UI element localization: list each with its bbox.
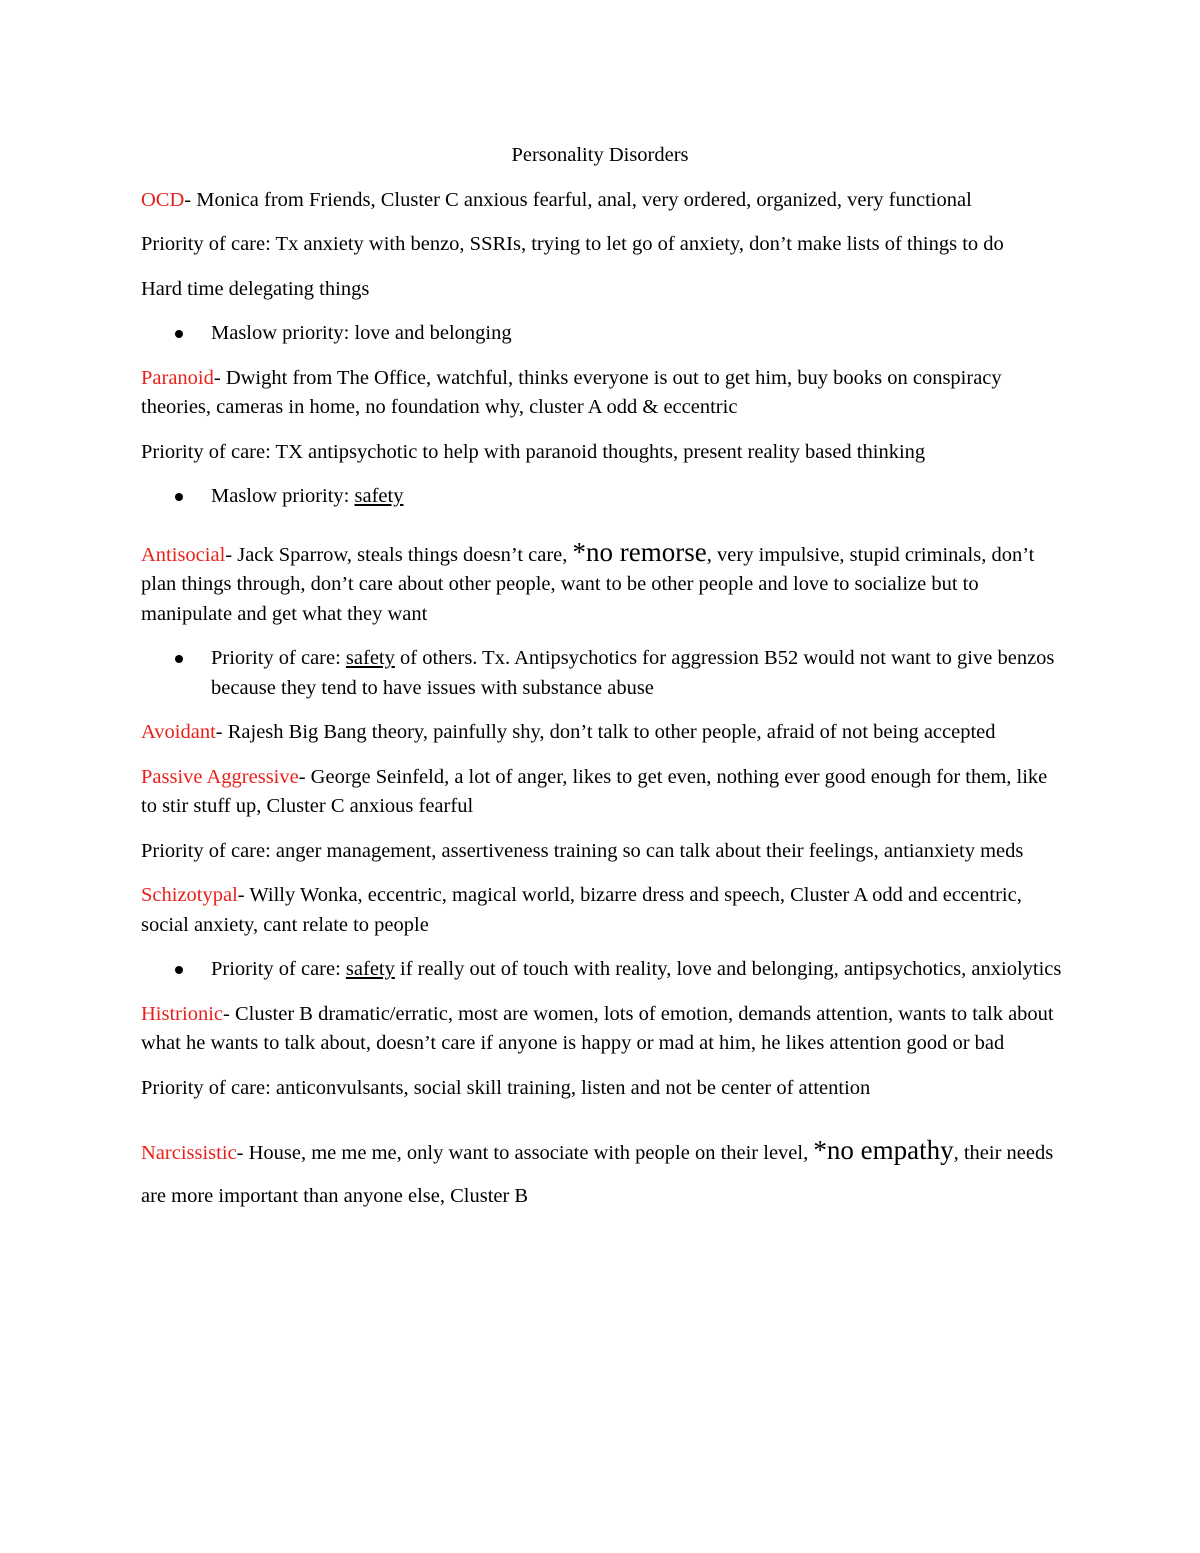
antisocial-emphasis: *no remorse	[572, 536, 707, 567]
schizotypal-paragraph	[141, 881, 1066, 940]
schizotypal-bullet-prefix: Priority of care:	[211, 958, 346, 980]
avoidant-paragraph	[141, 718, 1066, 748]
ocd-paragraph	[141, 186, 1066, 216]
antisocial-description-start: - Jack Sparrow, steals things doesn’t care,	[225, 543, 573, 566]
passive-aggressive-paragraph	[141, 763, 1066, 822]
paranoid-term: Paranoid	[141, 366, 214, 389]
paranoid-priority: Priority of care: TX antipsychotic to help with paranoid thoughts, present reality based thinking	[141, 440, 926, 463]
narcissistic-paragraph	[141, 1129, 1066, 1218]
histrionic-paragraph	[141, 1000, 1066, 1059]
histrionic-description: - Cluster B dramatic/erratic, most are women, lots of emotion, demands attention, wants to talk about what he wants to talk about, doesn’t care if anyone is happy or mad at him, he likes attention good or bad	[141, 1002, 1054, 1054]
narcissistic-emphasis: *no empathy	[813, 1135, 954, 1165]
antisocial-term: Antisocial	[141, 543, 226, 566]
antisocial-bullet-rest: of others. Tx. Antipsychotics for aggression B52 would not want to give benzos because they tend to have issues with substance abuse	[211, 647, 1055, 699]
page-title: Personality Disorders	[511, 144, 689, 166]
narcissistic-description-start: - House, me me me, only want to associate with people on their level,	[236, 1142, 814, 1164]
document-body	[141, 141, 1066, 1233]
ocd-description: - Monica from Friends, Cluster C anxious fearful, anal, very ordered, organized, very functional	[184, 188, 972, 211]
passive-aggressive-term: Passive Aggressive	[141, 765, 299, 788]
antisocial-priority-bullet	[211, 644, 1066, 703]
antisocial-bullet-underlined: safety	[345, 647, 395, 669]
schizotypal-bullet-rest: if really out of touch with reality, love and belonging, antipsychotics, anxiolytics	[394, 958, 1062, 980]
schizotypal-bullet-list	[141, 955, 1066, 985]
schizotypal-term: Schizotypal	[141, 884, 238, 906]
ocd-maslow-bullet: Maslow priority: love and belonging	[211, 319, 1066, 349]
paranoid-bullet-prefix: Maslow priority:	[211, 485, 355, 507]
narcissistic-description-end: , their needs are more important than anyone else, Cluster B	[141, 1142, 1054, 1207]
antisocial-paragraph	[141, 538, 1066, 630]
passive-aggressive-priority: Priority of care: anger management, assertiveness training so can talk about their feelings, antianxiety meds	[141, 839, 1024, 862]
histrionic-priority: Priority of care: anticonvulsants, social skill training, listen and not be center of attention	[141, 1076, 871, 1099]
antisocial-bullet-list	[141, 644, 1066, 703]
ocd-bullet-list	[141, 319, 1066, 349]
paranoid-maslow-bullet	[211, 482, 1066, 512]
ocd-note: Hard time delegating things	[141, 277, 370, 300]
ocd-priority: Priority of care: Tx anxiety with benzo, SSRIs, trying to let go of anxiety, don’t make lists of things to do	[141, 233, 1004, 255]
paranoid-description: - Dwight from The Office, watchful, thinks everyone is out to get him, buy books on conspiracy theories, cameras in home, no foundation why, cluster A odd & eccentric	[141, 366, 1002, 418]
avoidant-description: - Rajesh Big Bang theory, painfully shy, don’t talk to other people, afraid of not being accepted	[215, 721, 996, 743]
passive-aggressive-description: - George Seinfeld, a lot of anger, likes to get even, nothing ever good enough for them, like to stir stuff up, Cluster C anxious fearful	[141, 765, 1048, 817]
schizotypal-description: - Willy Wonka, eccentric, magical world, bizarre dress and speech, Cluster A odd and eccentric, social anxiety, cant relate to people	[141, 884, 1022, 936]
schizotypal-bullet-underlined: safety	[345, 958, 395, 980]
antisocial-description-end: , very impulsive, stupid criminals, don’t plan things through, don’t care about other people, want to be other people and love to socialize but to manipulate and get what they want	[141, 543, 1035, 625]
paranoid-paragraph	[141, 364, 1066, 423]
antisocial-bullet-prefix: Priority of care:	[211, 647, 346, 669]
ocd-term: OCD	[141, 188, 185, 211]
narcissistic-term: Narcissistic	[141, 1142, 237, 1164]
histrionic-term: Histrionic	[141, 1002, 223, 1025]
avoidant-term: Avoidant	[141, 721, 216, 743]
schizotypal-priority-bullet	[211, 955, 1066, 985]
paranoid-bullet-list	[141, 482, 1066, 512]
paranoid-bullet-underlined: safety	[354, 485, 404, 507]
